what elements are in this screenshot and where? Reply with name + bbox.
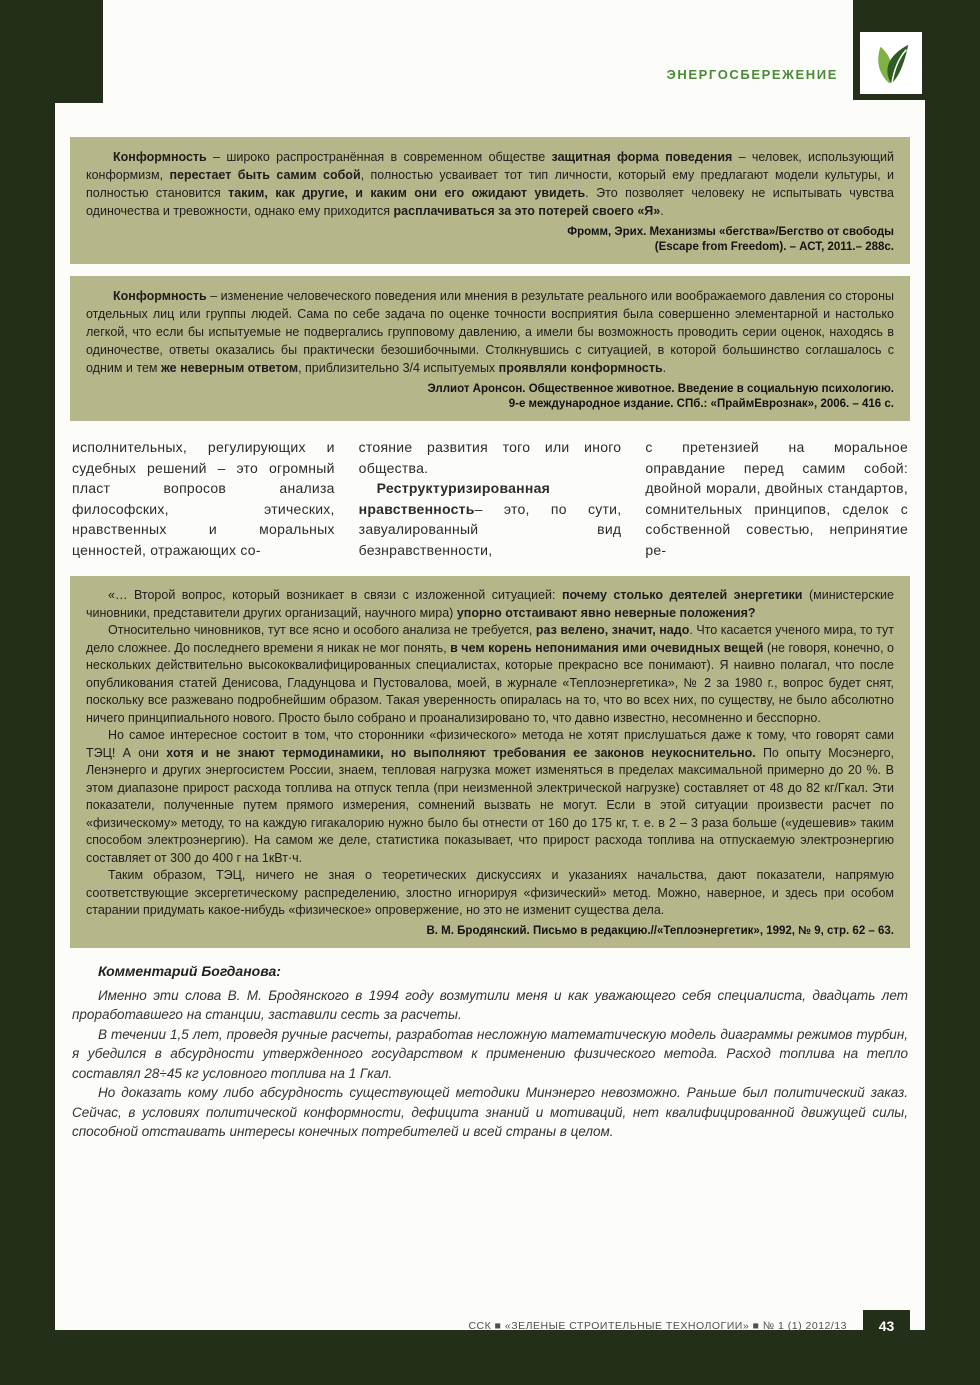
commentary-paragraph: Но доказать кому либо абсурдность существующей методики Минэнерго невозможно. Раньше был политический заказ. Сейчас, в условиях политической конформности, дефицита знаний и мотиваций, нет квалифицированной движущей силы, способной отстаивать интересы конечных потребителей и всей страны в целом. [72,1085,908,1139]
column-1 [72,437,335,560]
citation-line: Фромм, Эрих. Механизмы «бегства»/Бегство от свободы [567,226,894,238]
publisher-logo [860,32,922,94]
definition-text [86,148,894,220]
citation-line: Эллиот Аронсон. Общественное животное. Введение в социальную психологию. [427,383,894,395]
column-paragraph: исполнительных, регулирующих и судебных решений – это огромный пласт вопросов анализа философских, этических, нравственных и моральных ценностей, отражающих со- [72,439,335,558]
commentary-heading: Комментарий Богданова: [98,962,281,979]
page-number: 43 [863,1310,910,1342]
definition-paragraph: Конформность – изменение человеческого поведения или мнения в результате реального или воображаемого давления со стороны отдельных лиц или группы людей. Сама по себе задача по оценке точности восприятия была совершенно элементарной и настолько легкой, что если бы испытуемые не подвергались групповому давлению, а имели бы возможность проводить серии оценок, находясь в одиночестве, ответы оказались бы практически безошибочными. Столкнувшись с ситуацией, в которой большинство соглашалось с одним и тем же неверным ответом, приблизительно 3/4 испытуемых проявляли конформность. [86,289,894,375]
citation-brodyansky [86,924,894,939]
citation-line: В. М. Бродянский. Письмо в редакцию.//«Теплоэнергетик», 1992, № 9, стр. 62 – 63. [426,924,894,937]
letter-paragraph: Таким образом, ТЭЦ, ничего не зная о теоретических дискуссиях и указаниях начальства, дают показатели, напрямую соответствующие эксергетическому распределению, злостно игнорируя «физический» метод. Можно, наверное, и здесь при особом старании придумать какое-нибудь «физическое» опровержение, но это не изменит существа дела. [86,868,894,917]
letter-paragraph: Относительно чиновников, тут все ясно и особого анализа не требуется, раз велено, значит, надо. Что касается ученого мира, то тут дело сложнее. До последнего времени я никак не мог понять, в чем корень непонимания ими очевидных вещей (не говоря, конечно, о нескольких действительно высококвалифицированных специалистах, которые прекрасно все понимают). Я наивно полагал, что после опубликования статей Денисова, Гладунцова и Пустовалова, моей, в журнале «Теплоэнергетика», № 2 за 1980 г., вопрос будет снят, поскольку все разжевано подробнейшим образом. Такая уверенность опиралась на то, что во всех них, по существу, не было абсолютно ничего принципиального нового. Просто было собрано и проанализировано то, что давно известно, несомненно и бесспорно. [86,623,895,725]
three-column-text [72,437,908,560]
corner-block-top-right [853,0,980,100]
citation-line: 9-е международное издание. СПб.: «ПраймЕврознак», 2006. – 416 с. [508,398,894,410]
definition-paragraph: Конформность – широко распространённая в современном обществе защитная форма поведения – человек, использующий конформизм, перестает быть самим собой, полностью усваивает тот тип личности, который ему предлагают модели культуры, и полностью становится таким, как другие, и каким они его ожидают увидеть. Это позволяет человеку не испытывать чувства одиночества и тревожности, однако ему приходится расплачиваться за это потерей своего «Я». [86,150,895,218]
letter-text [86,587,894,920]
citation-fromm [86,225,894,255]
journal-footer-line: ССК ■ «ЗЕЛЕНЫЕ СТРОИТЕЛЬНЫЕ ТЕХНОЛОГИИ» ■ № 1 (1) 2012/13 [468,1320,847,1332]
citation-aronson [86,382,894,412]
commentary-section [70,963,910,1142]
letter-paragraph: «… Второй вопрос, который возникает в связи с изложенной ситуацией: почему столько деятелей энергетики (министерские чиновники, представители других организаций, научного мира) упорно отстаивают явно неверные положения? [86,588,894,620]
commentary-paragraph: В течении 1,5 лет, проведя ручные расчеты, разработав несложную математическую модель диаграммы режимов турбин, я убедился в абсурдности утвержденного государством к применению физического метода. Расход топлива на тепло составлял 28÷45 кг условного топлива на 1 Гкал. [72,1026,908,1081]
column-paragraph: Реструктуризированная нравственность– это, по сути, завуалированный вид безнравственности, [358,480,622,558]
definition-box-aronson [70,276,910,421]
definition-text [86,287,894,377]
definition-box-fromm [70,137,910,264]
column-3 [645,437,908,560]
page-footer [70,1310,910,1342]
section-title: ЭНЕРГОСБЕРЕЖЕНИЕ [666,67,838,82]
sprout-leaves-icon [868,40,914,86]
commentary-paragraph: Именно эти слова В. М. Бродянского в 1994 году возмутили меня и как уважающего себя специалиста, двадцать лет проработавшего на станции, заставили сесть за расчеты. [72,987,908,1022]
column-2 [359,437,622,560]
column-paragraph: стояние развития того или иного общества. [358,439,622,476]
letter-quote-box [70,576,910,948]
letter-paragraph: Но самое интересное состоит в том, что сторонники «физического» метода не хотят прислушаться даже к тому, что говорят сами ТЭЦ! А они хотя и не знают термодинамики, но выполняют требования ее законов неукоснительно. По опыту Мосэнерго, Ленэнерго и других энергосистем России, знаем, тепловая нагрузка может изменяться в пределах максимальной примерно до 20 %. В этом диапазоне прирост расхода топлива на отпуск тепла (при неизменной электрической нагрузке) составляет от 48 до 82 кг/Гкал. Эти показатели, полученные путем прямого измерения, сомнений вызвать не могут. Если в этой ситуации произвести расчет по «физическому» методу, то на каждую гигакалорию нужно было бы отнести от 160 до 175 кг, т. е. в 2 – 3 раза больше («удешевив» таким способом электроэнергию). На самом же деле, статистика показывает, что прирост расхода топлива на отпускаемую электроэнергию составляет от 300 до 400 г на 1кВт·ч. [86,728,895,865]
commentary-text [72,986,908,1142]
corner-decor-top-left [0,0,103,103]
article-body [70,137,910,1142]
citation-line: (Escape from Freedom). – АСТ, 2011.– 288с. [654,241,894,253]
column-paragraph: с претензией на моральное оправдание перед самим собой: двойной морали, двойных стандартов, сомнительных принципов, сделок с собственной совестью, непринятие ре- [645,439,909,558]
